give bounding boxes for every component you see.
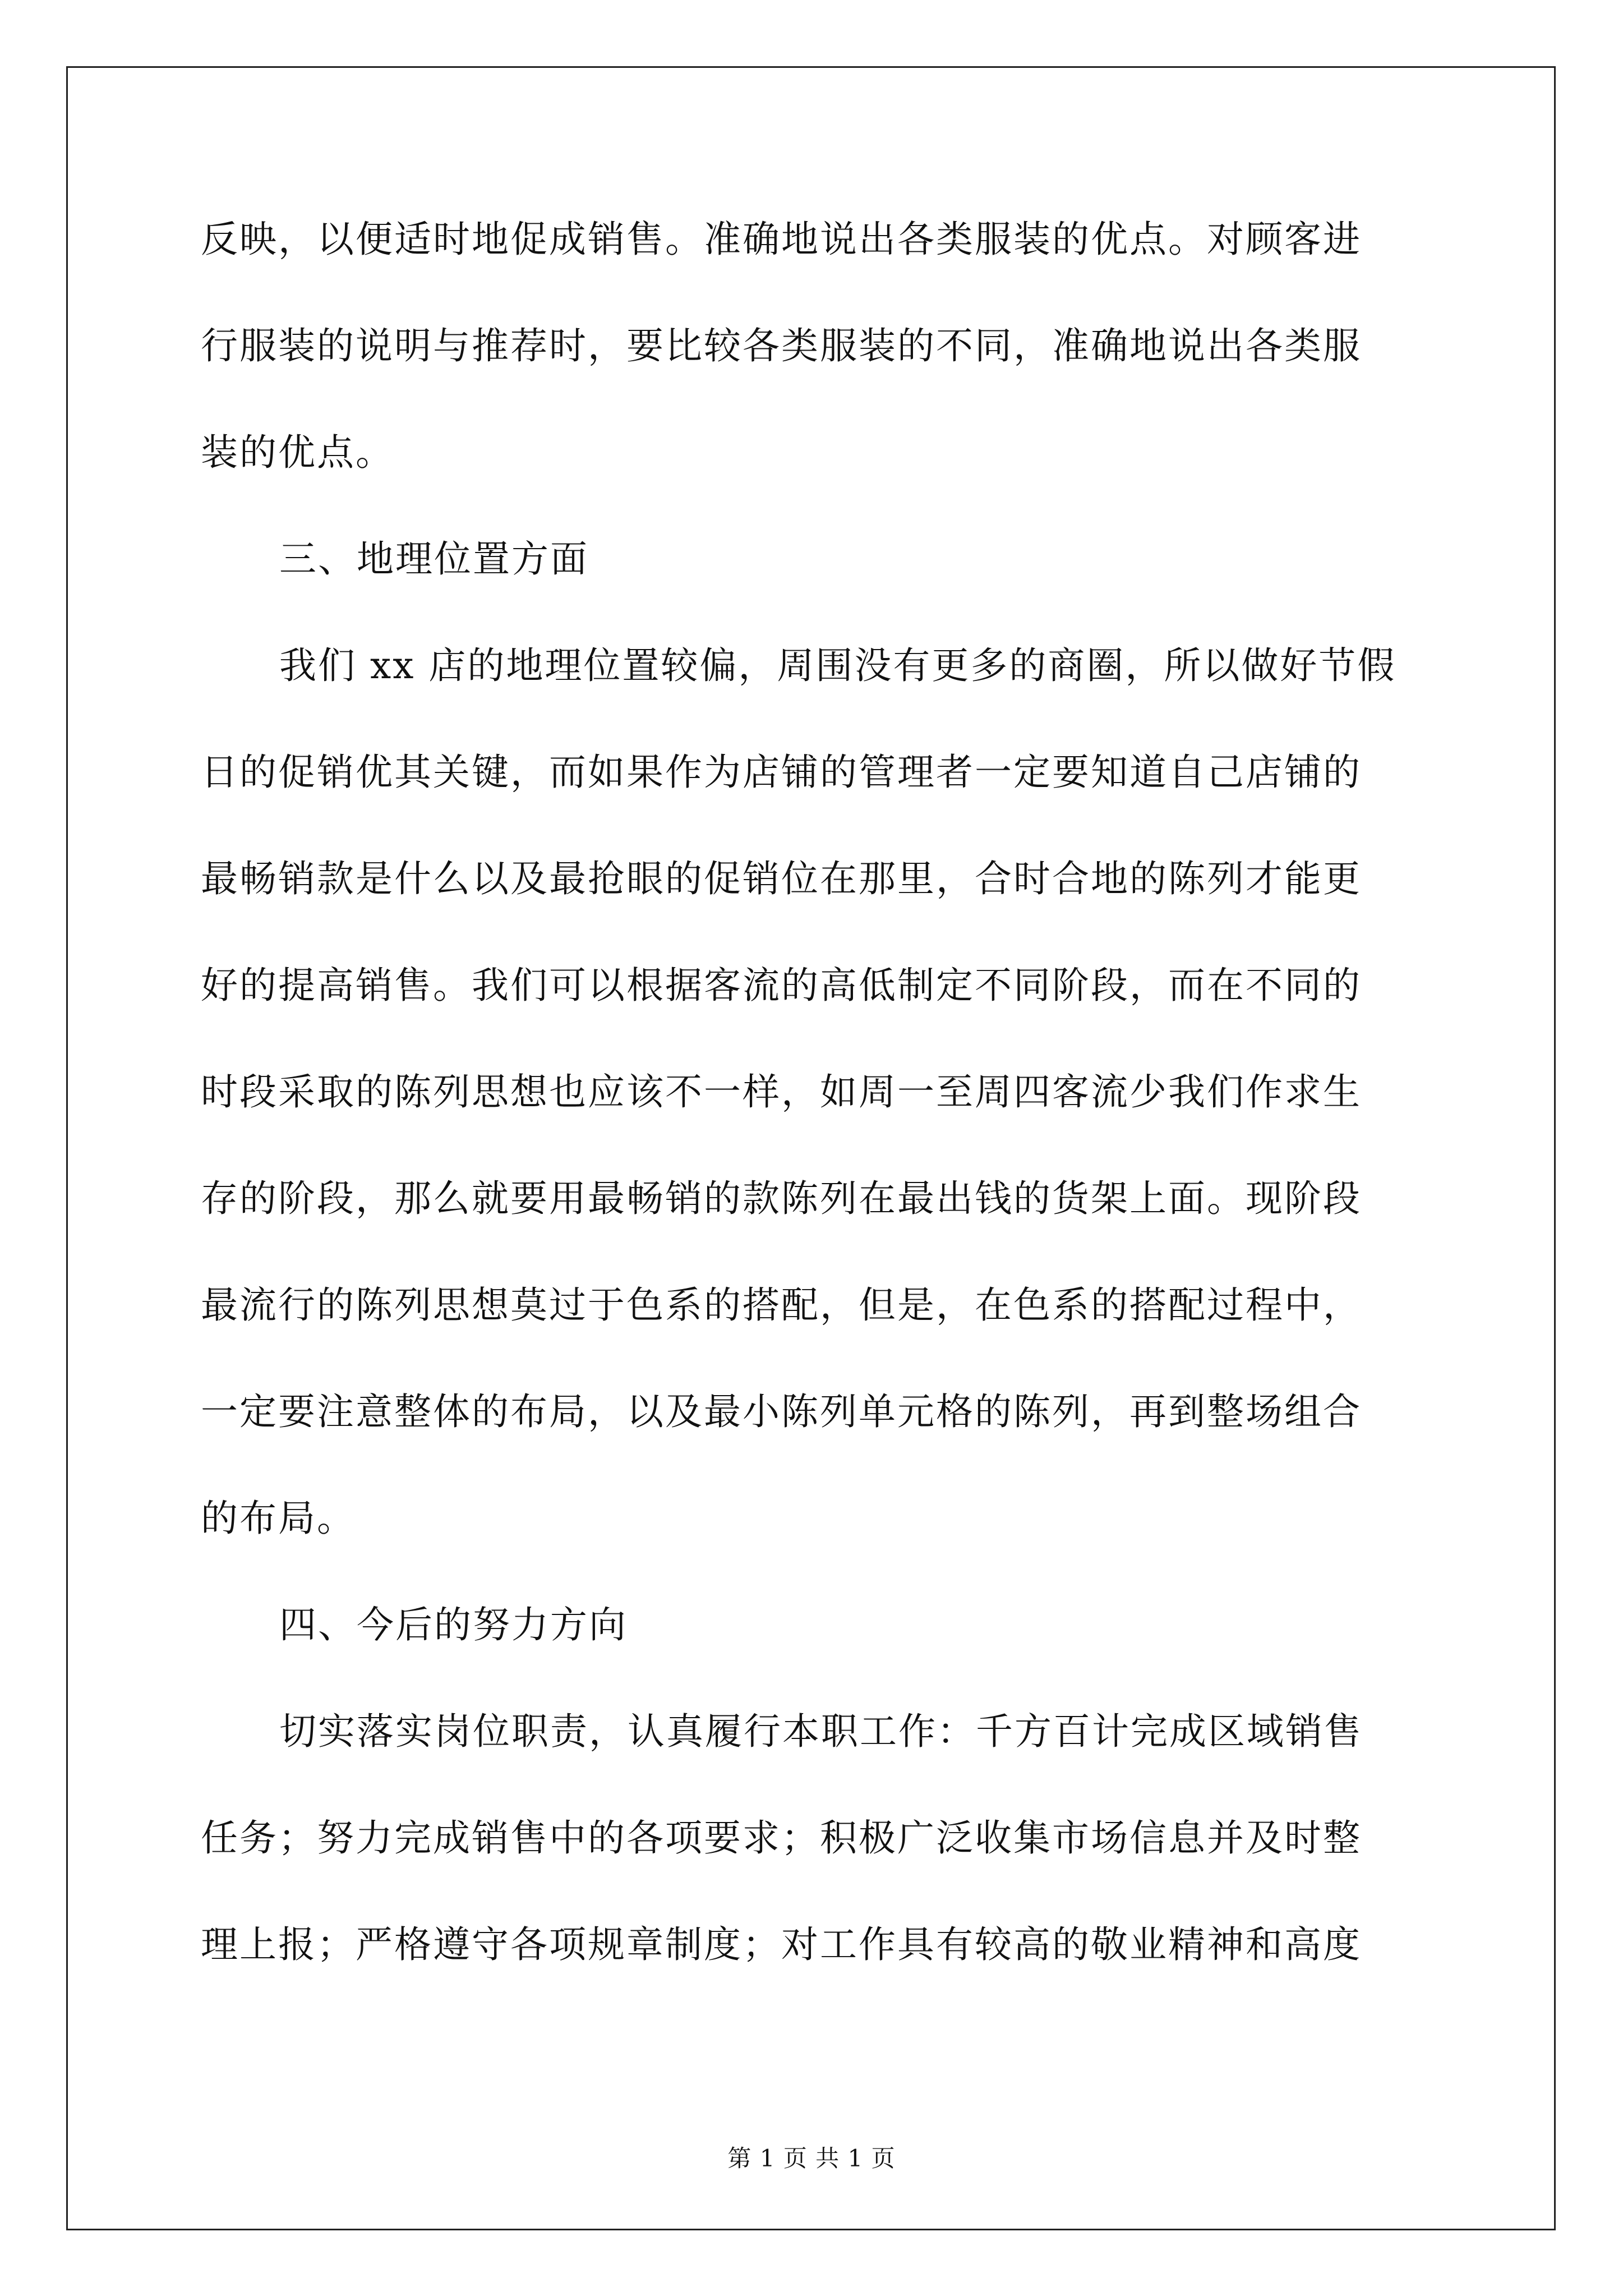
text-line: 任务；努力完成销售中的各项要求；积极广泛收集市场信息并及时整 — [201, 1816, 1362, 1860]
text-line: 最流行的陈列思想莫过于色系的搭配，但是，在色系的搭配过程中， — [201, 1283, 1362, 1327]
text-line: 存的阶段，那么就要用最畅销的款陈列在最出钱的货架上面。现阶段 — [201, 1177, 1362, 1220]
text-line: 装的优点。 — [201, 431, 394, 474]
text-line: 的布局。 — [201, 1497, 356, 1540]
text-line: 理上报；严格遵守各项规章制度；对工作具有较高的敬业精神和高度 — [201, 1923, 1362, 1966]
page-footer: 第 1 页 共 1 页 — [727, 2145, 896, 2172]
page-border — [66, 66, 1556, 2230]
text-line: 一定要注意整体的布局，以及最小陈列单元格的陈列，再到整场组合 — [201, 1390, 1362, 1433]
text-line: 时段采取的陈列思想也应该不一样，如周一至周四客流少我们作求生 — [201, 1070, 1362, 1114]
text-line: 反映，以便适时地促成销售。准确地说出各类服装的优点。对顾客进 — [201, 218, 1362, 261]
section-heading: 三、地理位置方面 — [279, 537, 589, 581]
text-line: 好的提高销售。我们可以根据客流的高低制定不同阶段，而在不同的 — [201, 964, 1362, 1007]
text-line: 我们 xx 店的地理位置较偏，周围没有更多的商圈，所以做好节假 — [279, 644, 1396, 687]
text-line: 日的促销优其关键，而如果作为店铺的管理者一定要知道自己店铺的 — [201, 751, 1362, 794]
text-line: 切实落实岗位职责，认真履行本职工作：千方百计完成区域销售 — [279, 1710, 1363, 1753]
section-heading: 四、今后的努力方向 — [279, 1603, 628, 1646]
text-line: 最畅销款是什么以及最抢眼的促销位在那里，合时合地的陈列才能更 — [201, 857, 1362, 900]
text-line: 行服装的说明与推荐时，要比较各类服装的不同，准确地说出各类服 — [201, 324, 1362, 367]
